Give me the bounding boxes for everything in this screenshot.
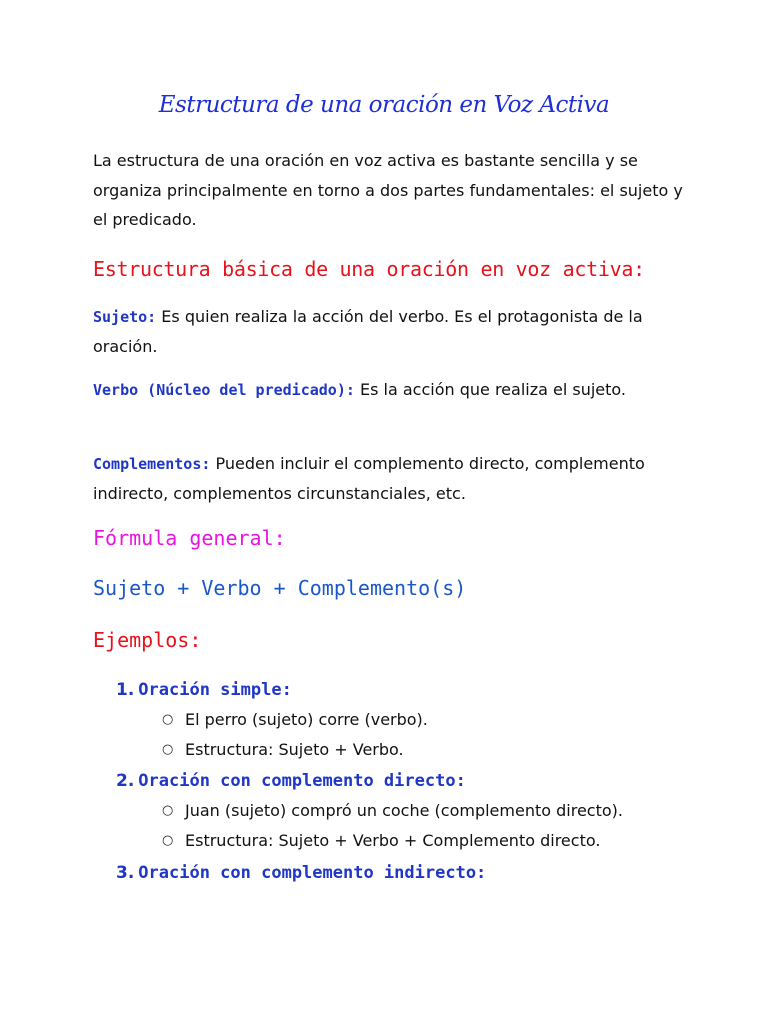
example-title: Oración simple: [138,680,292,700]
example-heading [116,858,716,888]
example-item [116,675,716,764]
document-title: Estructura de una oración en Voz Activa [158,92,610,118]
circle-bullet-icon: ○ [162,712,174,727]
intro-paragraph: La estructura de una oración en voz activa es bastante sencilla y se organiza principalmente en torno a dos partes fundamentales: el sujeto y el predicado. [93,151,683,229]
subitem-text: Juan (sujeto) compró un coche (complemento directo). [185,801,623,820]
example-subitem [116,705,716,735]
definition-term: Sujeto: [93,308,157,326]
subitem-text: Estructura: Sujeto + Verbo. [185,739,404,759]
examples-heading: Ejemplos: [93,628,202,652]
definition-term: Verbo (Núcleo del predicado): [93,381,355,399]
example-item [116,766,716,855]
example-number: 1. [116,680,135,700]
example-subitem [116,826,716,856]
example-heading [116,675,716,705]
example-heading [116,766,716,796]
example-number: 3. [116,863,135,883]
definition-text: Es la acción que realiza el sujeto. [354,380,627,399]
circle-bullet-icon: ○ [162,741,174,757]
circle-bullet-icon: ○ [162,803,174,818]
example-subitem [116,735,716,765]
example-title: Oración con complemento indirecto: [138,863,487,883]
definition-term: Complementos: [93,455,211,473]
subitem-text: Estructura: Sujeto + Verbo + Complemento directo. [185,830,601,850]
example-subitem [116,796,716,826]
definition-text: Pueden incluir el complemento directo, complemento indirecto, complementos circunstanciales, etc. [93,454,645,503]
subitem-text: El perro (sujeto) corre (verbo). [185,710,428,729]
circle-bullet-icon: ○ [162,832,174,848]
formula-text: Sujeto + Verbo + Complemento(s) [93,576,467,600]
definition-verbo [93,375,693,405]
formula-heading: Fórmula general: [93,526,286,550]
example-item [116,858,716,888]
structure-heading: Estructura básica de una oración en voz activa: [93,257,645,281]
example-number: 2. [116,771,135,791]
definition-sujeto [93,302,693,362]
example-title: Oración con complemento directo: [138,771,466,791]
definition-text: Es quien realiza la acción del verbo. Es el protagonista de la oración. [93,307,643,356]
definition-complementos [93,449,693,509]
